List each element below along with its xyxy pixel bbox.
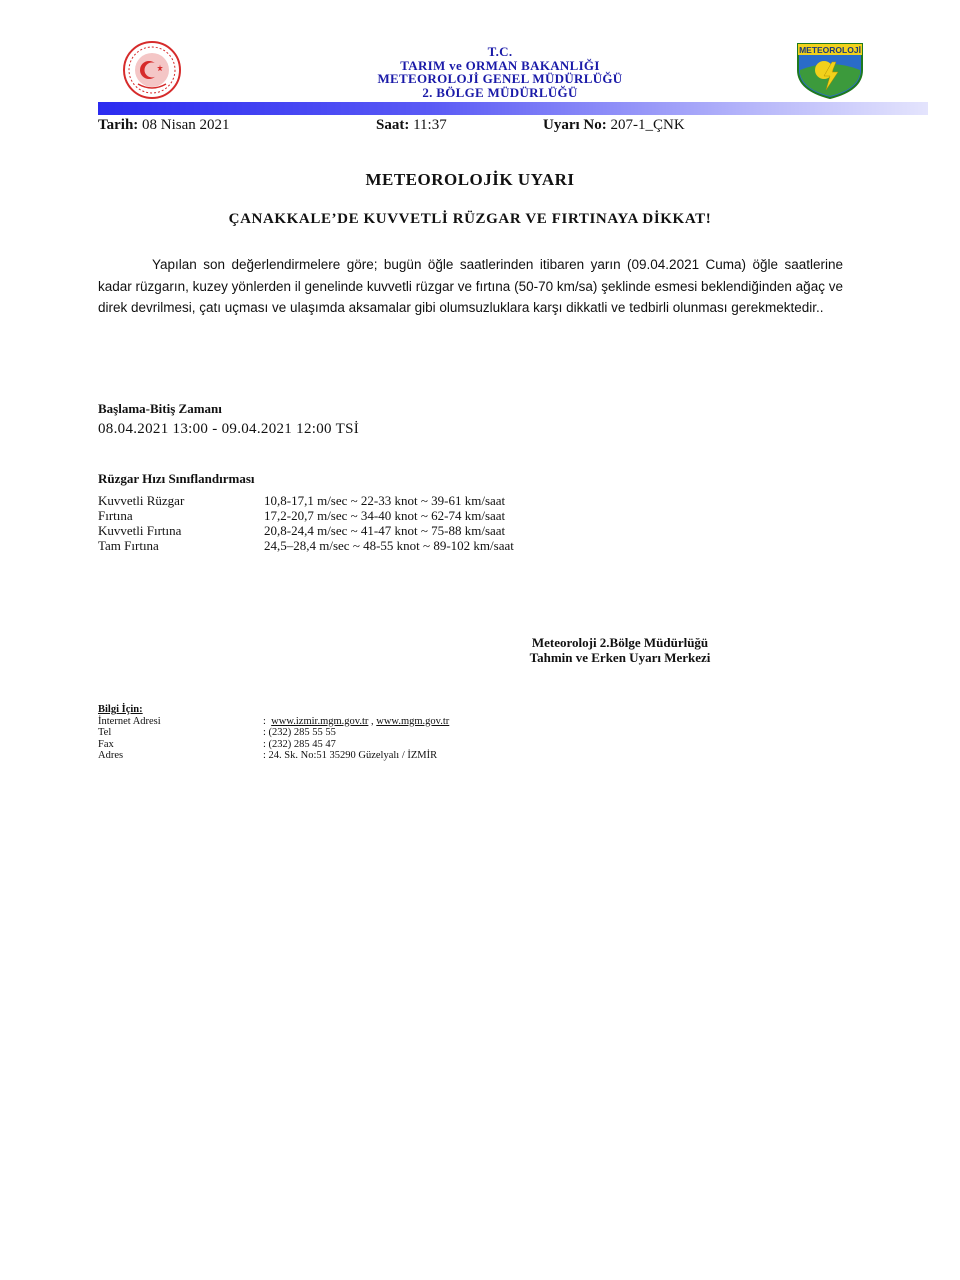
ministry-logo (108, 40, 198, 100)
header-title-block (300, 45, 700, 99)
contact-row-address (98, 750, 449, 762)
lightning-shield-icon (794, 40, 866, 100)
address-label: Adres (98, 750, 124, 761)
date-label: Tarih: (98, 117, 139, 133)
date-field (98, 117, 230, 134)
warning-body-text: Yapılan son değerlendirmelere göre; bugün öğle saatlerinden itibaren yarın (09.04.2021 Cuma) öğle saatlerine kadar rüzgarın, kuzey yönlerden il genelinde kuvvetli rüzgar ve fırtına (50-70 km/sa) şeklinde esmesi beklendiğinden ağaç ve direk devrilmesi, çatı uçması ve ulaşımda aksamalar gibi olumsuzluklara karşı dikkatli ve tedbirli olunması gerekmektedir.. (98, 257, 843, 315)
wind-class-name: Tam Fırtına (98, 538, 159, 553)
tel-label: Tel (98, 727, 112, 738)
date-value: 08 Nisan 2021 (142, 117, 230, 133)
wind-row (98, 538, 514, 553)
wind-class-value: 10,8-17,1 m/sec ~ 22-33 knot ~ 39-61 km/saat (264, 493, 506, 508)
wind-class-name: Kuvvetli Rüzgar (98, 493, 185, 508)
contact-row-tel (98, 727, 449, 739)
header-divider-bar (98, 102, 928, 115)
warning-number-field (543, 117, 685, 134)
wind-class-value: 24,5–28,4 m/sec ~ 48-55 knot ~ 89-102 km/saat (264, 538, 514, 553)
fax-label: Fax (98, 738, 114, 750)
wind-class-name: Kuvvetli Fırtına (98, 523, 182, 538)
crescent-star-seal-icon (108, 40, 198, 100)
wind-classification-table (98, 493, 514, 553)
contact-info-title: Bilgi İçin: (98, 704, 143, 715)
wind-classification-label: Rüzgar Hızı Sınıflandırması (98, 471, 255, 486)
tel-value: : (232) 285 55 55 (263, 727, 336, 738)
time-field (376, 117, 447, 134)
contact-row-internet (98, 716, 449, 728)
period-value: 08.04.2021 13:00 - 09.04.2021 12:00 TSİ (98, 421, 360, 437)
internet-separator: : (263, 715, 266, 727)
document-subtitle: ÇANAKKALE’DE KUVVETLİ RÜZGAR VE FIRTINAYA DİKKAT! (228, 211, 712, 227)
header-line-directorate: METEOROLOJİ GENEL MÜDÜRLÜĞÜ (377, 71, 623, 86)
signature-block (440, 635, 800, 665)
time-value: 11:37 (413, 117, 447, 133)
warning-number-label: Uyarı No: (543, 117, 607, 133)
wind-row (98, 493, 514, 508)
website-link-mgm[interactable]: www.mgm.gov.tr (376, 715, 450, 727)
contact-info-block (98, 704, 449, 762)
header-line-tc: T.C. (487, 44, 513, 59)
signature-line-center: Tahmin ve Erken Uyarı Merkezi (529, 650, 711, 665)
wind-class-value: 20,8-24,4 m/sec ~ 41-47 knot ~ 75-88 km/saat (264, 523, 506, 538)
wind-row (98, 523, 514, 538)
met-logo-text: METEOROLOJİ (799, 45, 861, 55)
fax-value: : (232) 285 45 47 (263, 738, 336, 750)
internet-comma: , (371, 715, 374, 727)
internet-value (263, 716, 449, 728)
period-label: Başlama-Bitiş Zamanı (98, 401, 222, 416)
website-link-izmir[interactable]: www.izmir.mgm.gov.tr (271, 715, 369, 727)
internet-label: İnternet Adresi (98, 715, 161, 727)
wind-row (98, 508, 514, 523)
meteorology-logo (794, 40, 866, 100)
signature-line-directorate: Meteoroloji 2.Bölge Müdürlüğü (531, 635, 709, 650)
warning-number-value: 207-1_ÇNK (610, 117, 685, 133)
address-value: : 24. Sk. No:51 35290 Güzelyalı / İZMİR (263, 750, 438, 761)
document-title: METEOROLOJİK UYARI (365, 170, 575, 189)
header-line-ministry: TARIM ve ORMAN BAKANLIĞI (400, 57, 600, 73)
time-label: Saat: (376, 117, 410, 133)
contact-row-fax (98, 739, 449, 751)
header-line-region: 2. BÖLGE MÜDÜRLÜĞÜ (422, 84, 578, 100)
wind-class-value: 17,2-20,7 m/sec ~ 34-40 knot ~ 62-74 km/saat (264, 508, 506, 523)
wind-class-name: Fırtına (98, 508, 133, 523)
